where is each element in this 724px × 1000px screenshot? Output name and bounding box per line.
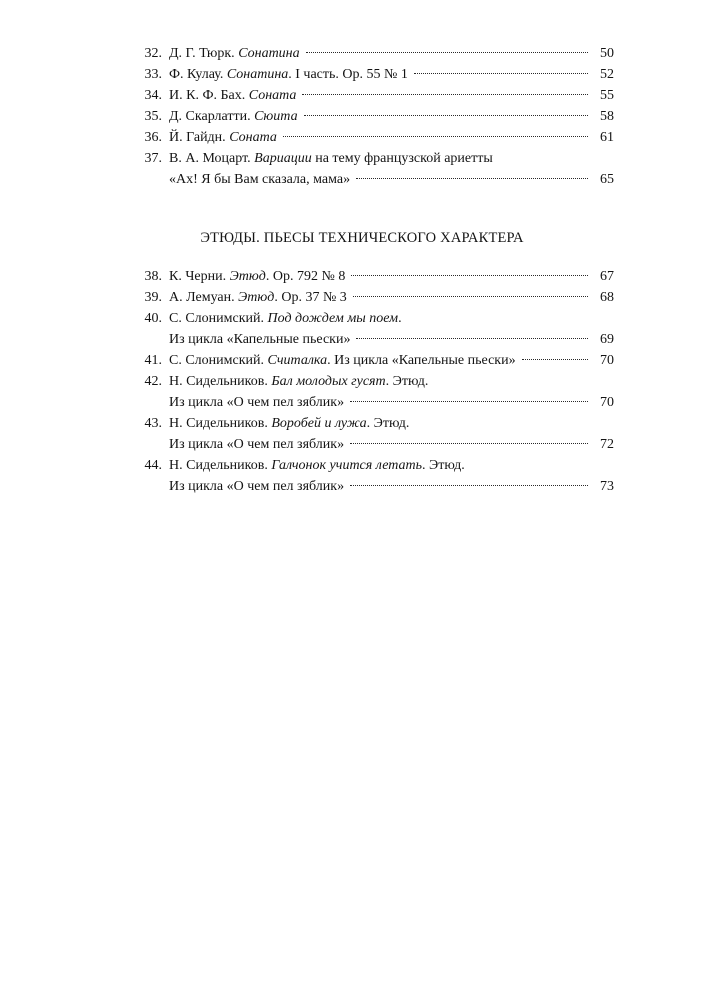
dot-leader [350, 485, 588, 486]
entry-author-text: С. Слонимский. [169, 311, 268, 326]
dot-leader [350, 443, 588, 444]
entry-title [169, 148, 493, 169]
entry-author-text: Н. Сидельников. [169, 458, 272, 473]
entry-title [169, 476, 344, 497]
entry-title [169, 329, 350, 350]
toc-entry [130, 371, 614, 413]
entry-page-number: 50 [600, 46, 614, 61]
toc-entry-line [130, 413, 614, 434]
entry-work-title: Этюд [238, 290, 275, 305]
entry-number: 39. [144, 290, 162, 305]
dot-leader [356, 338, 588, 339]
toc-entry [130, 127, 614, 148]
dot-leader [304, 115, 588, 116]
entry-title [169, 371, 428, 392]
entry-number: 43. [144, 416, 162, 431]
entry-title [169, 455, 465, 476]
toc-entry-line [130, 127, 614, 148]
entry-author-text: Из цикла «О чем пел зяблик» [169, 437, 345, 452]
entry-page-number: 55 [600, 88, 614, 103]
entry-detail-text: на тему французской ариетты [311, 151, 493, 166]
toc-entry-line [130, 329, 614, 350]
entry-author-text: Н. Сидельников. [169, 374, 272, 389]
entry-title [169, 350, 516, 371]
entry-title [169, 169, 350, 190]
toc-entry-line [130, 266, 614, 287]
entry-page-number: 67 [600, 269, 614, 284]
dot-leader [283, 136, 588, 137]
entry-detail-text: . Ор. 37 № 3 [274, 290, 347, 305]
entry-page-number: 68 [600, 290, 614, 305]
entry-detail-text: . [398, 311, 402, 326]
entry-author-text: Н. Сидельников. [169, 416, 272, 431]
entry-number: 38. [144, 269, 162, 284]
toc-entry [130, 413, 614, 455]
toc-entry [130, 43, 614, 64]
entry-author-text: Ф. Кулау. [169, 67, 227, 82]
entry-number: 33. [144, 67, 162, 82]
toc-entry [130, 308, 614, 350]
entry-number: 32. [144, 46, 162, 61]
entry-work-title: Сонатина [226, 67, 289, 82]
entry-work-title: Считалка [267, 353, 328, 368]
entry-page-number: 70 [600, 353, 614, 368]
toc-entry-line [130, 64, 614, 85]
entry-title [169, 287, 347, 308]
entry-work-title: Этюд [229, 269, 266, 284]
toc-entry-line [130, 85, 614, 106]
entry-number: 34. [144, 88, 162, 103]
entry-work-title: Галчонок учится летать [271, 458, 423, 473]
entry-title [169, 266, 345, 287]
entry-page-number: 70 [600, 395, 614, 410]
entry-author-text: А. Лемуан. [169, 290, 239, 305]
entry-title [169, 434, 344, 455]
dot-leader [356, 178, 588, 179]
toc-group-sonatas [130, 43, 614, 190]
toc-entry-line [130, 350, 614, 371]
entry-author-text: Д. Скарлатти. [169, 109, 255, 124]
entry-work-title: Соната [248, 88, 297, 103]
entry-title [169, 392, 344, 413]
entry-title [169, 127, 277, 148]
entry-author-text: Из цикла «О чем пел зяблик» [169, 395, 345, 410]
toc-entry-line [130, 392, 614, 413]
entry-page-number: 73 [600, 479, 614, 494]
toc-entry-line [130, 434, 614, 455]
entry-detail-text: . Этюд. [385, 374, 429, 389]
entry-author-text: С. Слонимский. [169, 353, 268, 368]
entry-detail-text: . I часть. Ор. 55 № 1 [288, 67, 408, 82]
toc-entry-line [130, 43, 614, 64]
entry-work-title: Сюита [254, 109, 298, 124]
entry-number: 35. [144, 109, 162, 124]
dot-leader [414, 73, 588, 74]
entry-number: 44. [144, 458, 162, 473]
entry-detail-text: . Из цикла «Капельные пьески» [327, 353, 516, 368]
dot-leader [350, 401, 588, 402]
entry-author-text: В. А. Моцарт. [169, 151, 255, 166]
entry-author-text: Из цикла «Капельные пьески» [169, 332, 351, 347]
entry-title [169, 308, 402, 329]
dot-leader [302, 94, 588, 95]
entry-work-title: Сонатина [238, 46, 300, 61]
entry-page-number: 61 [600, 130, 614, 145]
toc-entry-line [130, 169, 614, 190]
entry-author-text: К. Черни. [169, 269, 230, 284]
toc-entry-line [130, 148, 614, 169]
toc-entry-line [130, 106, 614, 127]
toc-entry [130, 85, 614, 106]
entry-title [169, 43, 300, 64]
entry-title [169, 64, 408, 85]
entry-page-number: 69 [600, 332, 614, 347]
entry-work-title: Вариации [254, 151, 312, 166]
toc-entry-line [130, 308, 614, 329]
toc-group-etudes [130, 266, 614, 497]
entry-detail-text: . Ор. 792 № 8 [265, 269, 346, 284]
toc-entry-line [130, 476, 614, 497]
dot-leader [306, 52, 588, 53]
entry-work-title: Под дождем мы поем [267, 311, 399, 326]
toc-entry [130, 148, 614, 190]
toc-entry-line [130, 455, 614, 476]
toc-entry [130, 455, 614, 497]
entry-page-number: 72 [600, 437, 614, 452]
entry-number: 41. [144, 353, 162, 368]
toc-entry [130, 106, 614, 127]
entry-detail-text: . Этюд. [422, 458, 465, 473]
toc-entry [130, 64, 614, 85]
entry-page-number: 65 [600, 172, 614, 187]
entry-page-number: 58 [600, 109, 614, 124]
entry-title [169, 85, 296, 106]
entry-work-title: Соната [229, 130, 277, 145]
entry-detail-text: . Этюд. [366, 416, 410, 431]
toc-entry [130, 350, 614, 371]
entry-work-title: Воробей и лужа [271, 416, 367, 431]
entry-title [169, 106, 298, 127]
entry-number: 42. [144, 374, 162, 389]
entry-page-number: 52 [600, 67, 614, 82]
dot-leader [353, 296, 588, 297]
dot-leader [522, 359, 588, 360]
entry-author-text: Й. Гайдн. [169, 130, 230, 145]
entry-title [169, 413, 409, 434]
entry-number: 36. [144, 130, 162, 145]
toc-entry [130, 266, 614, 287]
section-heading: ЭТЮДЫ. ПЬЕСЫ ТЕХНИЧЕСКОГО ХАРАКТЕРА [200, 230, 524, 246]
toc-entry-line [130, 287, 614, 308]
entry-number: 37. [144, 151, 162, 166]
entry-number: 40. [144, 311, 162, 326]
entry-work-title: Бал молодых гусят [271, 374, 386, 389]
entry-author-text: Д. Г. Тюрк. [169, 46, 239, 61]
toc-entry [130, 287, 614, 308]
toc-entry-line [130, 371, 614, 392]
entry-author-text: И. К. Ф. Бах. [169, 88, 249, 103]
entry-author-text: Из цикла «О чем пел зяблик» [169, 479, 345, 494]
entry-author-text: «Ах! Я бы Вам сказала, мама» [169, 172, 351, 187]
dot-leader [351, 275, 588, 276]
